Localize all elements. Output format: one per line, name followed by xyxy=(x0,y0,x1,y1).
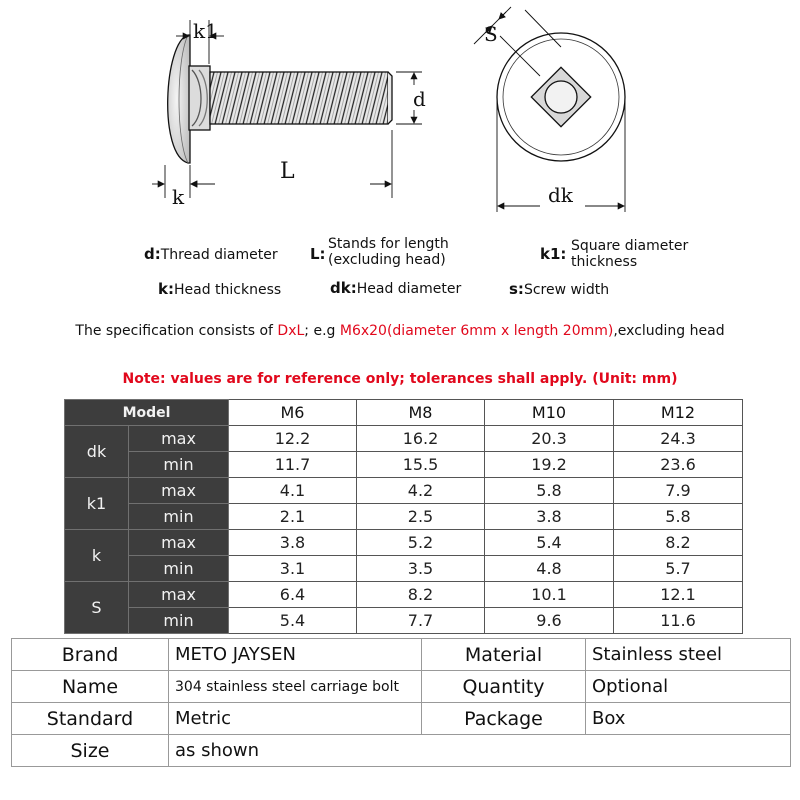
label-S: S xyxy=(484,22,498,46)
table-row xyxy=(65,556,743,582)
quantity-value: Optional xyxy=(586,671,791,703)
table-cell: 5.4 xyxy=(229,608,357,634)
table-cell: 3.8 xyxy=(229,530,357,556)
legend-L-text: Stands for length (excluding head) xyxy=(328,236,449,268)
name-label: Name xyxy=(12,671,169,703)
standard-label: Standard xyxy=(12,703,169,735)
table-row xyxy=(65,582,743,608)
table-cell: 3.5 xyxy=(357,556,485,582)
table-cell: 20.3 xyxy=(485,426,614,452)
spec-part3: ; e.g xyxy=(304,323,340,339)
legend-k-text: Head thickness xyxy=(173,282,282,298)
info-row xyxy=(12,703,791,735)
legend-k1-text: Square diameter thickness xyxy=(571,238,689,270)
legend-d xyxy=(144,246,278,263)
row-kind: max xyxy=(129,426,229,452)
table-cell: 12.2 xyxy=(229,426,357,452)
info-row xyxy=(12,735,791,767)
legend-s-symbol: s: xyxy=(509,280,524,298)
table-cell: 4.2 xyxy=(357,478,485,504)
table-cell: 3.8 xyxy=(485,504,614,530)
material-value: Stainless steel xyxy=(586,639,791,671)
label-dk: dk xyxy=(548,183,573,207)
group-label: S xyxy=(65,582,129,634)
label-k1: k1 xyxy=(193,19,218,43)
table-cell: 3.1 xyxy=(229,556,357,582)
row-kind: min xyxy=(129,452,229,478)
table-cell: 11.6 xyxy=(614,608,743,634)
table-cell: 7.9 xyxy=(614,478,743,504)
spec-part1: The specification consists of xyxy=(75,323,278,339)
group-label: k1 xyxy=(65,478,129,530)
column-header: M10 xyxy=(485,400,614,426)
table-row xyxy=(65,608,743,634)
brand-value: METO JAYSEN xyxy=(169,639,422,671)
table-cell: 5.4 xyxy=(485,530,614,556)
table-cell: 16.2 xyxy=(357,426,485,452)
legend-dk xyxy=(330,280,461,297)
table-row xyxy=(65,530,743,556)
label-k: k xyxy=(172,185,185,209)
size-label: Size xyxy=(12,735,169,767)
table-cell: 8.2 xyxy=(614,530,743,556)
table-cell: 5.2 xyxy=(357,530,485,556)
row-kind: min xyxy=(129,504,229,530)
row-kind: min xyxy=(129,608,229,634)
info-row xyxy=(12,639,791,671)
table-cell: 10.1 xyxy=(485,582,614,608)
row-kind: max xyxy=(129,582,229,608)
group-label: k xyxy=(65,530,129,582)
label-d: d xyxy=(413,87,426,111)
column-header: M12 xyxy=(614,400,743,426)
legend-d-text: Thread diameter xyxy=(160,247,278,263)
table-row xyxy=(65,426,743,452)
table-cell: 5.8 xyxy=(485,478,614,504)
package-label: Package xyxy=(422,703,586,735)
table-cell: 4.1 xyxy=(229,478,357,504)
table-row xyxy=(65,452,743,478)
table-cell: 6.4 xyxy=(229,582,357,608)
material-label: Material xyxy=(422,639,586,671)
legend-k1-symbol: k1: xyxy=(540,245,567,263)
table-row xyxy=(65,504,743,530)
group-label: dk xyxy=(65,426,129,478)
table-cell: 11.7 xyxy=(229,452,357,478)
spec-part4: M6x20(diameter 6mm x length 20mm) xyxy=(339,323,614,339)
table-row xyxy=(65,478,743,504)
table-cell: 8.2 xyxy=(357,582,485,608)
legend-s xyxy=(509,281,609,298)
legend-d-symbol: d: xyxy=(144,245,161,263)
legend-L-symbol: L: xyxy=(310,245,326,263)
package-value: Box xyxy=(586,703,791,735)
table-cell: 9.6 xyxy=(485,608,614,634)
table-cell: 12.1 xyxy=(614,582,743,608)
legend-k xyxy=(158,281,281,298)
table-cell: 4.8 xyxy=(485,556,614,582)
standard-value: Metric xyxy=(169,703,422,735)
size-value: as shown xyxy=(169,735,791,767)
row-kind: max xyxy=(129,478,229,504)
table-cell: 2.1 xyxy=(229,504,357,530)
legend-k-symbol: k: xyxy=(158,280,174,298)
spec-line xyxy=(0,323,800,339)
name-value: 304 stainless steel carriage bolt xyxy=(169,671,422,703)
legend-s-text: Screw width xyxy=(523,282,610,298)
spec-table xyxy=(64,399,743,634)
legend-dk-text: Head diameter xyxy=(356,281,462,297)
model-header: Model xyxy=(65,400,229,426)
table-header-row xyxy=(65,400,743,426)
note: Note: values are for reference only; tolerances shall apply. (Unit: mm) xyxy=(122,371,678,387)
row-kind: max xyxy=(129,530,229,556)
table-cell: 5.8 xyxy=(614,504,743,530)
table-cell: 2.5 xyxy=(357,504,485,530)
table-cell: 23.6 xyxy=(614,452,743,478)
table-cell: 7.7 xyxy=(357,608,485,634)
table-cell: 5.7 xyxy=(614,556,743,582)
row-kind: min xyxy=(129,556,229,582)
table-cell: 24.3 xyxy=(614,426,743,452)
legend-dk-symbol: dk: xyxy=(330,279,357,297)
spec-part5: ,excluding head xyxy=(613,323,725,339)
table-cell: 19.2 xyxy=(485,452,614,478)
brand-label: Brand xyxy=(12,639,169,671)
table-cell: 15.5 xyxy=(357,452,485,478)
product-info-table xyxy=(11,638,791,767)
bolt-drawing xyxy=(0,0,800,230)
info-row xyxy=(12,671,791,703)
quantity-label: Quantity xyxy=(422,671,586,703)
spec-part2: DxL xyxy=(277,323,305,339)
label-L: L xyxy=(280,159,295,184)
column-header: M6 xyxy=(229,400,357,426)
column-header: M8 xyxy=(357,400,485,426)
